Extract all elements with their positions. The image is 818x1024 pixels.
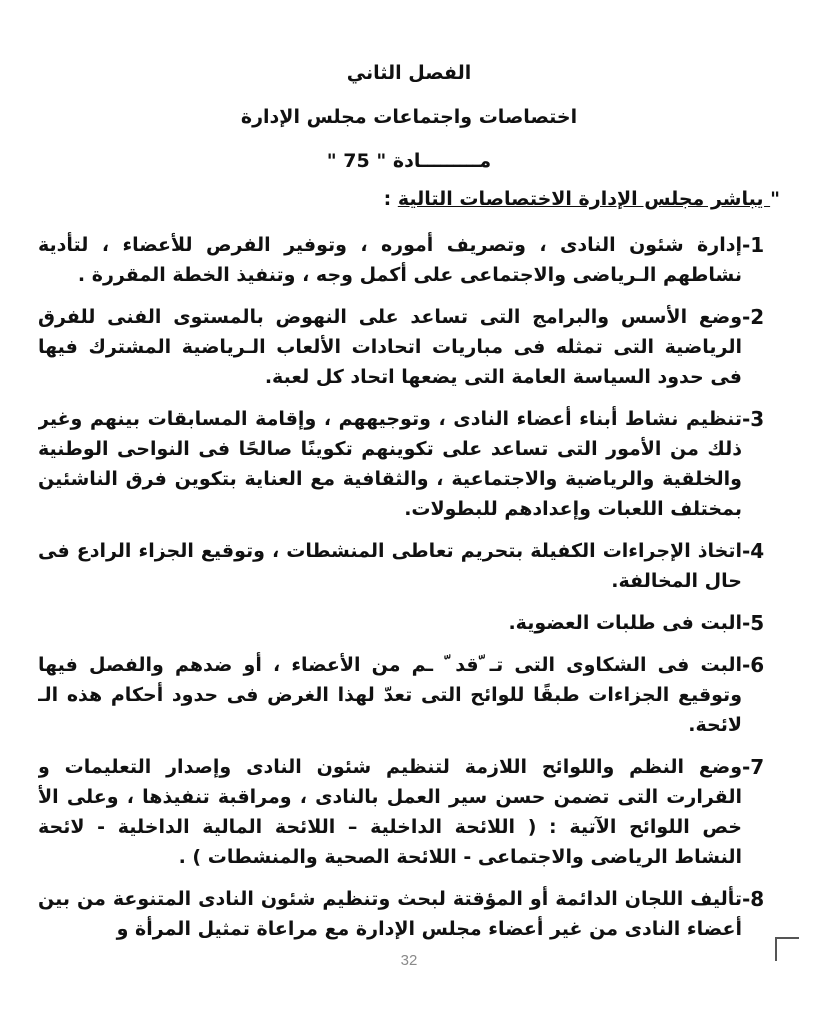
list-item: [38, 884, 780, 944]
item-text: وضع الأسس والبرامج التى تساعد على النهوض بالمستوى الفنى للفرق الرياضية التى تمثله فى مباريات اتحادات الألعاب الـرياضية المشترك فيها فى حدود السياسة العامة التى يضعها اتحاد كل لعبة.: [38, 306, 742, 388]
corner-crop-mark: [775, 937, 799, 961]
item-number: -1: [742, 233, 765, 257]
list-item: [38, 230, 780, 290]
item-number: -5: [742, 611, 765, 635]
competencies-list: [38, 230, 780, 956]
list-item: [38, 302, 780, 392]
item-text: تنظيم نشاط أبناء أعضاء النادى ، وتوجيههم ، وإقامة المسابقات بينهم وغير ذلك من الأمور التى تساعد على تكوينهم تكوينًا صالحًا فى النواحى الوطنية والخلقية والرياضية والاجتماعية ، والثقافية مع العناية بتكوين فرق الناشئين بمختلف اللعبات وإعدادهم للبطولات.: [38, 408, 742, 520]
list-item: [38, 752, 780, 872]
item-number: -6: [742, 653, 765, 677]
item-number: -8: [742, 887, 765, 911]
item-number: -3: [742, 407, 765, 431]
item-number: -2: [742, 305, 765, 329]
article-heading: مـــــــــادة " 75 ": [326, 150, 492, 172]
item-text: البت فى طلبات العضوية.: [508, 612, 742, 634]
chapter-heading: الفصل الثاني: [346, 62, 472, 84]
item-text: تأليف اللجان الدائمة أو المؤقتة لبحث وتنظيم شئون النادى المتنوعة من بين أعضاء النادى من غير أعضاء مجلس الإدارة مع مراعاة تمثيل المرأة و: [38, 888, 742, 940]
page-number: 32: [400, 952, 418, 969]
list-item: [38, 536, 780, 596]
intro-tail: :: [383, 188, 398, 210]
list-item: [38, 650, 780, 740]
item-text: وضع النظم واللوائح اللازمة لتنظيم شئون النادى وإصدار التعليمات و القرارت التى تضمن حسن سير العمل بالنادى ، ومراقبة تنفيذها ، وعلى الأ خص اللوائح الآتية : ( اللائحة الداخلية – اللائحة المالية الداخلية - لائحة النشاط الرياضى والاجتماعى - اللائحة الصحية والمنشطات ) .: [38, 756, 742, 868]
list-item: [38, 608, 780, 638]
item-number: -4: [742, 539, 765, 563]
intro-underlined-text: يباشر مجلس الإدارة الاختصاصات التالية: [397, 188, 771, 210]
list-item: [38, 404, 780, 524]
intro-line: [384, 188, 780, 210]
intro-quote: ": [770, 188, 780, 210]
item-text: إدارة شئون النادى ، وتصريف أموره ، وتوفير الفرص للأعضاء ، لتأدية نشاطهم الـرياضى والاجتماعى على أكمل وجه ، وتنفيذ الخطة المقررة .: [38, 234, 742, 286]
item-text: اتخاذ الإجراءات الكفيلة بتحريم تعاطى المنشطات ، وتوقيع الجزاء الرادع فى حال المخالفة.: [38, 540, 742, 592]
item-text: البت فى الشكاوى التى تـ ّقد ّ ـم من الأعضاء ، أو ضدهم والفصل فيها وتوقيع الجزاءات طبقًا للوائح التى تعدّ لهذا الغرض فى حدود أحكام هذه الـ لائحة.: [38, 654, 742, 736]
chapter-title: اختصاصات واجتماعات مجلس الإدارة: [240, 106, 578, 128]
item-number: -7: [742, 755, 765, 779]
